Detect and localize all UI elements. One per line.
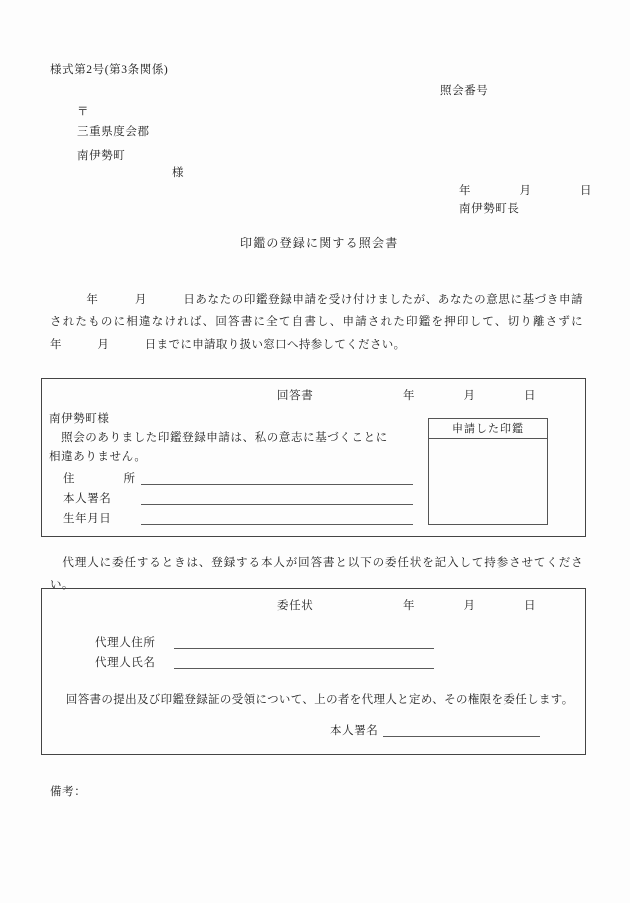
issuer-name: 南伊勢町長 bbox=[459, 203, 520, 215]
reply-field-birthdate-label: 生年月日 bbox=[63, 513, 112, 525]
proxy-field-name[interactable] bbox=[95, 653, 475, 671]
proxy-signature-label: 本人署名 bbox=[330, 725, 379, 737]
reply-statement-line-1: 照会のありました印鑑登録申請は、私の意志に基づくことに bbox=[49, 432, 388, 444]
proxy-notice: 代理人に委任するときは、登録する本人が回答書と以下の委任状を記入して持参させてください。 bbox=[50, 557, 583, 592]
stamp-box-label: 申請した印鑑 bbox=[429, 419, 547, 439]
reply-field-birthdate[interactable] bbox=[63, 509, 413, 527]
stamp-box[interactable] bbox=[428, 418, 548, 525]
reply-field-address-label: 住 所 bbox=[63, 473, 136, 485]
reply-heading: 回答書 bbox=[277, 390, 314, 402]
proxy-signature-field[interactable] bbox=[330, 721, 560, 739]
proxy-field-address-label: 代理人住所 bbox=[95, 637, 156, 649]
addressee-honorific: 様 bbox=[172, 167, 185, 179]
form-number: 様式第2号(第3条関係) bbox=[50, 64, 169, 76]
proxy-field-address-rule[interactable] bbox=[174, 648, 434, 649]
reference-number-label: 照会番号 bbox=[440, 85, 489, 97]
proxy-box bbox=[41, 588, 586, 755]
proxy-field-address[interactable] bbox=[95, 633, 475, 651]
proxy-signature-rule[interactable] bbox=[383, 736, 540, 737]
address-town: 南伊勢町 bbox=[77, 150, 126, 162]
proxy-field-name-label: 代理人氏名 bbox=[95, 657, 156, 669]
proxy-heading: 委任状 bbox=[277, 600, 314, 612]
address-prefecture-district: 三重県度会郡 bbox=[77, 126, 150, 138]
reply-field-signature[interactable] bbox=[63, 489, 413, 507]
reply-field-signature-label: 本人署名 bbox=[63, 493, 112, 505]
page-title: 印鑑の登録に関する照会書 bbox=[240, 236, 399, 250]
reply-field-address[interactable] bbox=[63, 469, 413, 487]
postal-mark: 〒 bbox=[77, 106, 90, 118]
proxy-statement: 回答書の提出及び印鑑登録証の受領について、上の者を代理人と定め、その権限を委任します。 bbox=[54, 694, 574, 706]
remarks-label: 備考： bbox=[50, 786, 87, 798]
reply-field-birthdate-rule[interactable] bbox=[141, 524, 413, 525]
reply-field-signature-rule[interactable] bbox=[141, 504, 413, 505]
stamp-impression-area[interactable] bbox=[429, 439, 547, 525]
issuer-date-line: 年 月 日 bbox=[459, 185, 593, 197]
reply-date-line: 年 月 日 bbox=[403, 390, 537, 402]
reply-field-address-rule[interactable] bbox=[141, 484, 413, 485]
reply-box bbox=[41, 378, 586, 537]
proxy-date-line: 年 月 日 bbox=[403, 600, 537, 612]
body-paragraph: 年 月 日あなたの印鑑登録申請を受け付けましたが、あなたの意思に基づき申請されたものに相違なければ、回答書に全て自書し、申請された印鑑を押印して、切り離さずに 年 月 日までに申請取り扱い窓口へ持参してください。 bbox=[50, 294, 619, 351]
reply-statement-line-2: 相違ありません。 bbox=[49, 451, 147, 463]
proxy-field-name-rule[interactable] bbox=[174, 668, 434, 669]
reply-addressee: 南伊勢町様 bbox=[49, 413, 110, 425]
